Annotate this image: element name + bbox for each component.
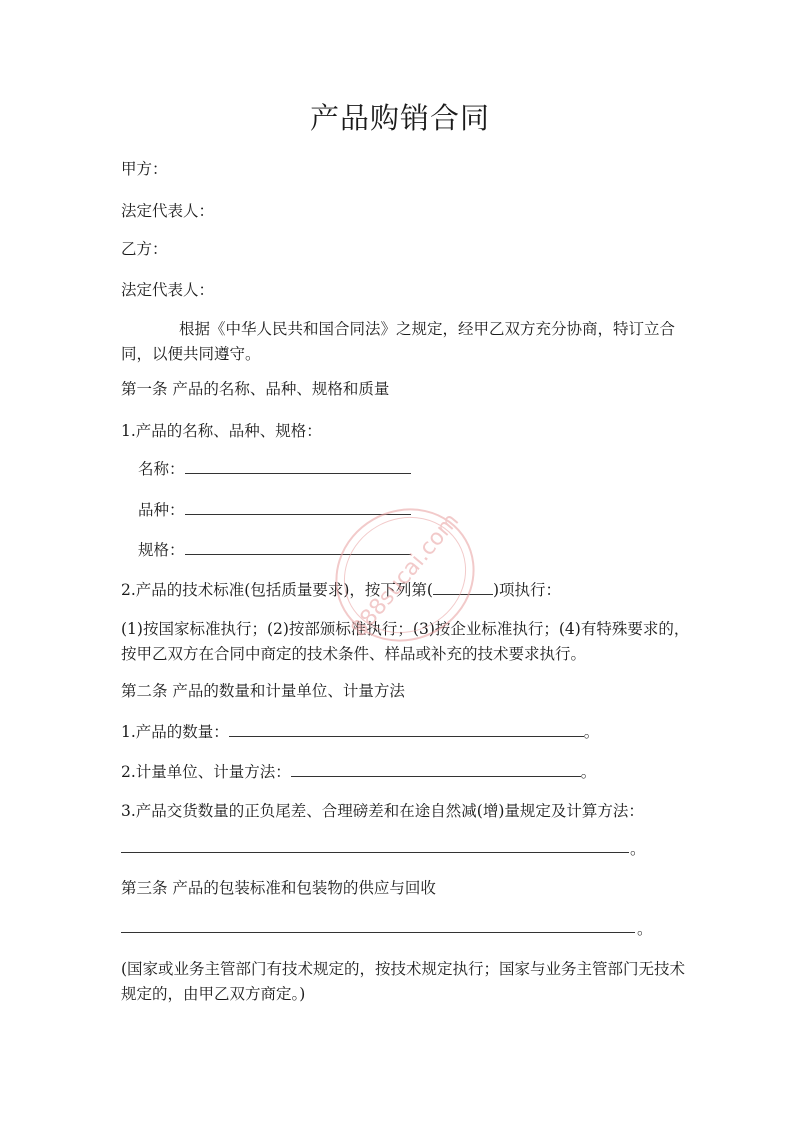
article1-heading: 第一条 产品的名称、品种、规格和质量	[121, 380, 390, 398]
intro-paragraph: 根据《中华人民共和国合同法》之规定，经甲乙双方充分协商，特订立合同，以便共同遵守。	[121, 320, 676, 363]
article2-item2	[121, 760, 596, 783]
name-blank[interactable]	[185, 457, 411, 474]
quantity-label: 1.产品的数量：	[121, 723, 229, 741]
article2-item1	[121, 720, 599, 743]
period: 。	[583, 723, 600, 741]
variety-label: 品种：	[138, 501, 185, 519]
watermark-stamp	[330, 500, 480, 650]
article1-item1: 1.产品的名称、品种、规格：	[121, 422, 322, 440]
item2-options: (1)按国家标准执行；(2)按部颁标准执行；(3)按企业标准执行；(4)有特殊要求的，按甲乙双方在合同中商定的技术条件、样品或补充的技术要求执行。	[121, 620, 690, 663]
rep-b-label: 法定代表人：	[121, 281, 215, 299]
period: 。	[580, 763, 597, 781]
page-title: 产品购销合同	[309, 101, 490, 135]
packaging-blank[interactable]	[121, 932, 635, 933]
period: 。	[630, 840, 646, 858]
party-a-label: 甲方：	[121, 160, 168, 178]
article3-note: (国家或业务主管部门有技术规定的，按技术规定执行；国家与业务主管部门无技术规定的，由甲乙双方商定。)	[121, 960, 686, 1003]
rep-a-label: 法定代表人：	[121, 202, 215, 220]
item2-suffix: )项执行：	[492, 581, 561, 599]
name-label: 名称：	[138, 460, 185, 478]
article2-item3: 3.产品交货数量的正负尾差、合理磅差和在途自然减(增)量规定及计算方法：	[121, 802, 644, 820]
name-field-row	[138, 457, 411, 480]
quantity-blank[interactable]	[229, 720, 584, 737]
party-b-label: 乙方：	[121, 240, 168, 258]
unit-method-blank[interactable]	[291, 760, 581, 777]
unit-method-label: 2.计量单位、计量方法：	[121, 763, 291, 781]
article2-heading: 第二条 产品的数量和计量单位、计量方法	[121, 682, 405, 700]
period: 。	[637, 920, 653, 938]
article3-heading: 第三条 产品的包装标准和包装物的供应与回收	[121, 879, 436, 897]
calc-method-blank[interactable]	[121, 852, 629, 853]
item2-prefix: 2.产品的技术标准(包括质量要求)，按下列第(	[121, 581, 433, 599]
watermark-text: 888sucai.com	[346, 508, 465, 642]
spec-label: 规格：	[138, 541, 185, 559]
